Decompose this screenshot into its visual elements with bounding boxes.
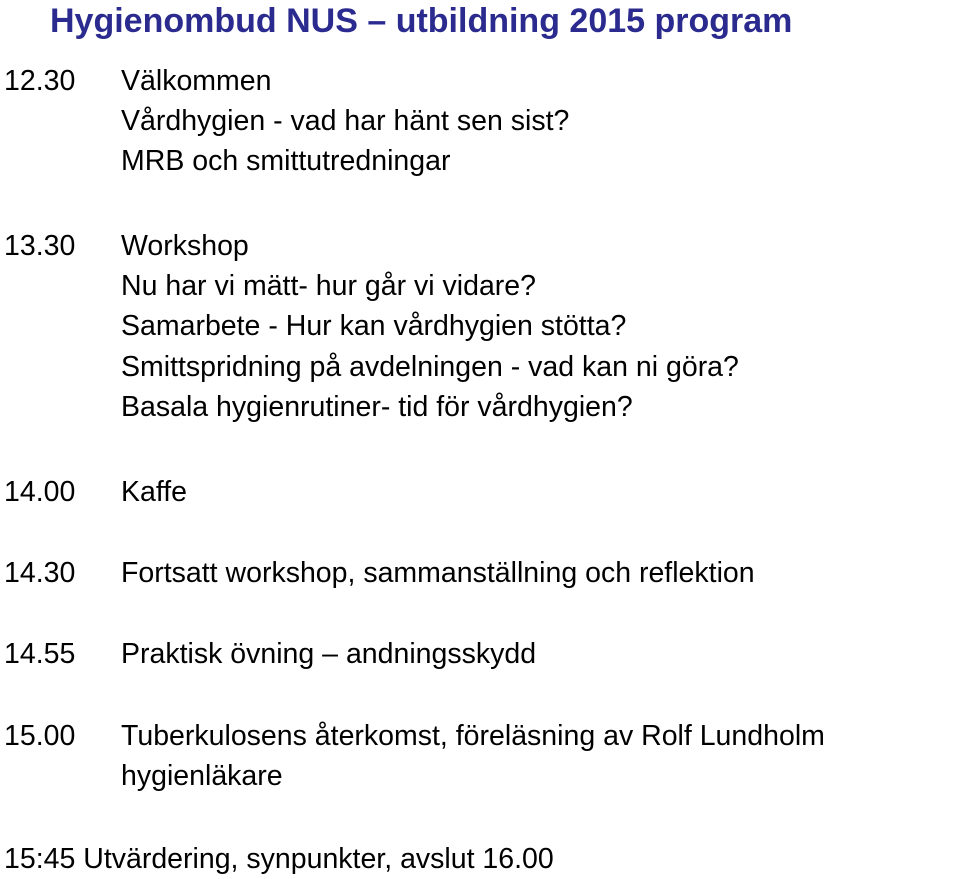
time-label: 14.55 bbox=[4, 638, 76, 670]
program-item: Fortsatt workshop, sammanställning och reflektion bbox=[121, 557, 755, 589]
time-label: 13.30 bbox=[4, 230, 76, 262]
program-item: Tuberkulosens återkomst, föreläsning av Rolf Lundholm bbox=[121, 720, 825, 752]
program-item: MRB och smittutredningar bbox=[121, 145, 451, 177]
program-item: hygienläkare bbox=[121, 760, 283, 792]
program-item: Workshop bbox=[121, 230, 249, 262]
closing-line: 15:45 Utvärdering, synpunkter, avslut 16.00 bbox=[4, 843, 554, 875]
program-item: Kaffe bbox=[121, 476, 188, 508]
time-label: 15.00 bbox=[4, 720, 76, 752]
program-item: Basala hygienrutiner- tid för vårdhygien? bbox=[121, 391, 633, 423]
program-item: Nu har vi mätt- hur går vi vidare? bbox=[121, 270, 536, 302]
time-label: 12.30 bbox=[4, 65, 76, 97]
page-title: Hygienombud NUS – utbildning 2015 program bbox=[50, 2, 793, 40]
time-label: 14.30 bbox=[4, 557, 76, 589]
program-item: Välkommen bbox=[121, 65, 272, 97]
time-label: 14.00 bbox=[4, 476, 76, 508]
program-item: Smittspridning på avdelningen - vad kan ni göra? bbox=[121, 351, 739, 383]
program-item: Praktisk övning – andningsskydd bbox=[121, 638, 537, 670]
program-item: Vårdhygien - vad har hänt sen sist? bbox=[121, 105, 570, 137]
program-item: Samarbete - Hur kan vårdhygien stötta? bbox=[121, 310, 627, 342]
